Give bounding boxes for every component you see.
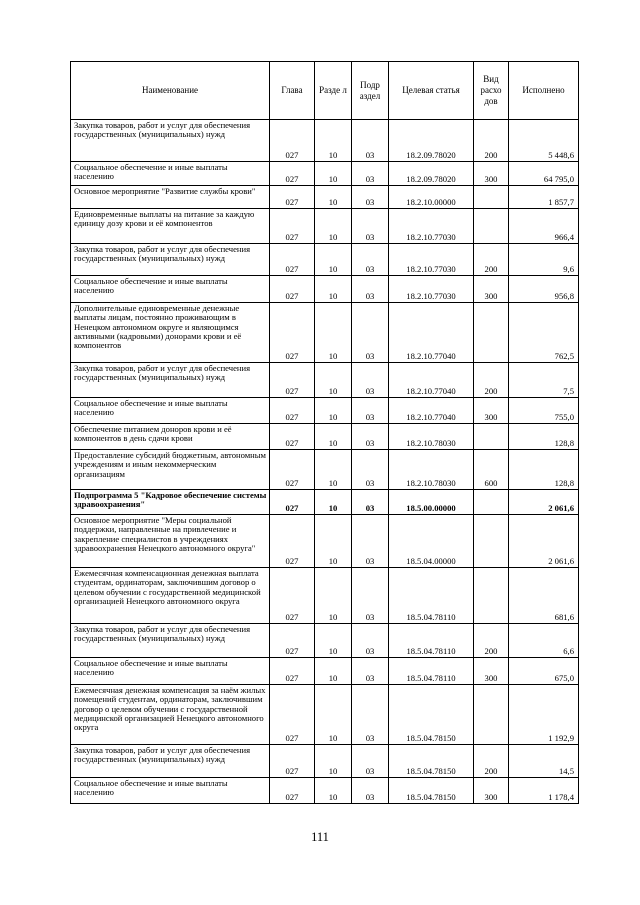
cell-target: 18.2.10.77040: [389, 363, 474, 398]
table-row: [71, 303, 579, 363]
cell-expense-type: 200: [474, 363, 509, 398]
cell-chapter: 027: [270, 624, 315, 658]
cell-subsection: 03: [352, 186, 389, 209]
cell-executed: 64 795,0: [509, 162, 579, 186]
cell-chapter: 027: [270, 745, 315, 778]
cell-section: 10: [315, 186, 352, 209]
cell-subsection: 03: [352, 363, 389, 398]
cell-target: 18.2.10.78030: [389, 424, 474, 450]
table-row: [71, 568, 579, 624]
header-target: Целевая статья: [389, 62, 474, 120]
cell-chapter: 027: [270, 120, 315, 162]
cell-expense-type: 300: [474, 162, 509, 186]
cell-expense-type: 300: [474, 276, 509, 303]
table-row: [71, 778, 579, 804]
cell-section: 10: [315, 778, 352, 804]
cell-subsection: 03: [352, 685, 389, 745]
cell-name: Обеспечение питанием доноров крови и её компонентов в день сдачи крови: [71, 424, 270, 450]
cell-executed: 762,5: [509, 303, 579, 363]
table-row: [71, 276, 579, 303]
cell-target: 18.2.10.77030: [389, 276, 474, 303]
cell-section: 10: [315, 120, 352, 162]
cell-expense-type: [474, 303, 509, 363]
header-section: Разде л: [315, 62, 352, 120]
table-row: [71, 363, 579, 398]
cell-chapter: 027: [270, 658, 315, 685]
cell-expense-type: 600: [474, 450, 509, 490]
cell-target: 18.2.10.77030: [389, 209, 474, 244]
cell-subsection: 03: [352, 624, 389, 658]
cell-executed: 956,8: [509, 276, 579, 303]
cell-chapter: 027: [270, 186, 315, 209]
cell-subsection: 03: [352, 490, 389, 515]
cell-subsection: 03: [352, 209, 389, 244]
cell-expense-type: [474, 424, 509, 450]
cell-name: Закупка товаров, работ и услуг для обеспечения государственных (муниципальных) нужд: [71, 363, 270, 398]
cell-name: Социальное обеспечение и иные выплаты населению: [71, 398, 270, 424]
cell-executed: 9,6: [509, 244, 579, 276]
table-row: [71, 120, 579, 162]
cell-section: 10: [315, 424, 352, 450]
cell-executed: 5 448,6: [509, 120, 579, 162]
cell-name: Основное мероприятие "Развитие службы крови": [71, 186, 270, 209]
table-row: [71, 186, 579, 209]
cell-target: 18.5.04.78150: [389, 745, 474, 778]
cell-name: Социальное обеспечение и иные выплаты населению: [71, 162, 270, 186]
cell-executed: 6,6: [509, 624, 579, 658]
cell-section: 10: [315, 450, 352, 490]
cell-subsection: 03: [352, 303, 389, 363]
cell-expense-type: 300: [474, 778, 509, 804]
cell-target: 18.5.04.78150: [389, 778, 474, 804]
cell-subsection: 03: [352, 424, 389, 450]
cell-chapter: 027: [270, 490, 315, 515]
cell-chapter: 027: [270, 398, 315, 424]
cell-subsection: 03: [352, 398, 389, 424]
cell-name: Предоставление субсидий бюджетным, автономным учреждениям и иным некоммерческим организациям: [71, 450, 270, 490]
cell-executed: 675,0: [509, 658, 579, 685]
cell-chapter: 027: [270, 515, 315, 568]
cell-chapter: 027: [270, 162, 315, 186]
cell-executed: 966,4: [509, 209, 579, 244]
table-header-row: [71, 62, 579, 120]
cell-executed: 1 192,9: [509, 685, 579, 745]
table-row: [71, 515, 579, 568]
cell-executed: 128,8: [509, 450, 579, 490]
cell-section: 10: [315, 209, 352, 244]
cell-chapter: 027: [270, 303, 315, 363]
cell-subsection: 03: [352, 244, 389, 276]
cell-executed: 2 061,6: [509, 515, 579, 568]
cell-section: 10: [315, 568, 352, 624]
cell-expense-type: 300: [474, 658, 509, 685]
cell-section: 10: [315, 745, 352, 778]
cell-expense-type: 300: [474, 398, 509, 424]
cell-subsection: 03: [352, 745, 389, 778]
cell-name: Ежемесячная денежная компенсация за наём жилых помещений студентам, ординаторам, заключившим договор о целевом обучении с государственной медицинской организацией Ненецкого автономного округа: [71, 685, 270, 745]
cell-target: 18.2.10.78030: [389, 450, 474, 490]
cell-executed: 1 857,7: [509, 186, 579, 209]
header-chapter: Глава: [270, 62, 315, 120]
cell-chapter: 027: [270, 450, 315, 490]
cell-executed: 2 061,6: [509, 490, 579, 515]
table-row: [71, 490, 579, 515]
cell-chapter: 027: [270, 424, 315, 450]
cell-section: 10: [315, 658, 352, 685]
cell-section: 10: [315, 624, 352, 658]
cell-target: 18.5.04.00000: [389, 515, 474, 568]
header-subsection: Подр аздел: [352, 62, 389, 120]
cell-executed: 7,5: [509, 363, 579, 398]
cell-expense-type: [474, 490, 509, 515]
cell-name: Ежемесячная компенсационная денежная выплата студентам, ординаторам, заключившим договор о целевом обучении с государственной медицинской организацией Ненецкого автономного округа: [71, 568, 270, 624]
cell-subsection: 03: [352, 568, 389, 624]
header-executed: Исполнено: [509, 62, 579, 120]
cell-section: 10: [315, 490, 352, 515]
table-row: [71, 658, 579, 685]
cell-section: 10: [315, 276, 352, 303]
table-body: [71, 120, 579, 804]
cell-name: Дополнительные единовременные денежные выплаты лицам, постоянно проживающим в Ненецком автономном округе и являющимся активными (кадровыми) донорами крови и её компонентов: [71, 303, 270, 363]
cell-section: 10: [315, 162, 352, 186]
cell-name: Закупка товаров, работ и услуг для обеспечения государственных (муниципальных) нужд: [71, 120, 270, 162]
header-name: Наименование: [71, 62, 270, 120]
cell-target: 18.2.09.78020: [389, 120, 474, 162]
cell-executed: 128,8: [509, 424, 579, 450]
cell-target: 18.2.09.78020: [389, 162, 474, 186]
page-number: 111: [311, 830, 329, 844]
cell-subsection: 03: [352, 120, 389, 162]
cell-executed: 1 178,4: [509, 778, 579, 804]
table-row: [71, 162, 579, 186]
cell-subsection: 03: [352, 276, 389, 303]
table-row: [71, 424, 579, 450]
cell-name: Социальное обеспечение и иные выплаты населению: [71, 276, 270, 303]
cell-section: 10: [315, 363, 352, 398]
cell-name: Закупка товаров, работ и услуг для обеспечения государственных (муниципальных) нужд: [71, 745, 270, 778]
budget-table: [70, 61, 579, 804]
cell-section: 10: [315, 303, 352, 363]
cell-section: 10: [315, 515, 352, 568]
cell-target: 18.5.04.78150: [389, 685, 474, 745]
cell-expense-type: [474, 568, 509, 624]
cell-target: 18.5.04.78110: [389, 568, 474, 624]
cell-expense-type: 200: [474, 244, 509, 276]
cell-chapter: 027: [270, 276, 315, 303]
table-row: [71, 624, 579, 658]
cell-expense-type: 200: [474, 120, 509, 162]
cell-target: 18.2.10.77030: [389, 244, 474, 276]
cell-expense-type: [474, 515, 509, 568]
table-row: [71, 745, 579, 778]
cell-expense-type: 200: [474, 745, 509, 778]
cell-executed: 681,6: [509, 568, 579, 624]
cell-subsection: 03: [352, 778, 389, 804]
cell-subsection: 03: [352, 450, 389, 490]
cell-name: Основное мероприятие "Меры социальной поддержки, направленные на привлечение и закрепление специалистов в учреждениях здравоохранения Ненецкого автономного округа": [71, 515, 270, 568]
cell-expense-type: 200: [474, 624, 509, 658]
cell-subsection: 03: [352, 162, 389, 186]
cell-name: Закупка товаров, работ и услуг для обеспечения государственных (муниципальных) нужд: [71, 624, 270, 658]
cell-expense-type: [474, 685, 509, 745]
table-row: [71, 450, 579, 490]
table-row: [71, 685, 579, 745]
cell-name: Подпрограмма 5 "Кадровое обеспечение системы здравоохранения": [71, 490, 270, 515]
cell-target: 18.5.00.00000: [389, 490, 474, 515]
cell-name: Закупка товаров, работ и услуг для обеспечения государственных (муниципальных) нужд: [71, 244, 270, 276]
cell-section: 10: [315, 244, 352, 276]
cell-chapter: 027: [270, 244, 315, 276]
cell-section: 10: [315, 398, 352, 424]
cell-target: 18.5.04.78110: [389, 624, 474, 658]
cell-target: 18.5.04.78110: [389, 658, 474, 685]
cell-chapter: 027: [270, 685, 315, 745]
cell-subsection: 03: [352, 658, 389, 685]
table-row: [71, 398, 579, 424]
cell-subsection: 03: [352, 515, 389, 568]
cell-target: 18.2.10.00000: [389, 186, 474, 209]
table-row: [71, 244, 579, 276]
cell-target: 18.2.10.77040: [389, 303, 474, 363]
cell-executed: 755,0: [509, 398, 579, 424]
cell-name: Социальное обеспечение и иные выплаты населению: [71, 658, 270, 685]
cell-chapter: 027: [270, 363, 315, 398]
cell-name: Социальное обеспечение и иные выплаты населению: [71, 778, 270, 804]
cell-chapter: 027: [270, 778, 315, 804]
cell-executed: 14,5: [509, 745, 579, 778]
cell-chapter: 027: [270, 568, 315, 624]
header-expense-type: Вид расхо дов: [474, 62, 509, 120]
cell-name: Единовременные выплаты на питание за каждую единицу дозу крови и её компонентов: [71, 209, 270, 244]
cell-expense-type: [474, 209, 509, 244]
cell-chapter: 027: [270, 209, 315, 244]
cell-expense-type: [474, 186, 509, 209]
cell-target: 18.2.10.77040: [389, 398, 474, 424]
cell-section: 10: [315, 685, 352, 745]
table-row: [71, 209, 579, 244]
